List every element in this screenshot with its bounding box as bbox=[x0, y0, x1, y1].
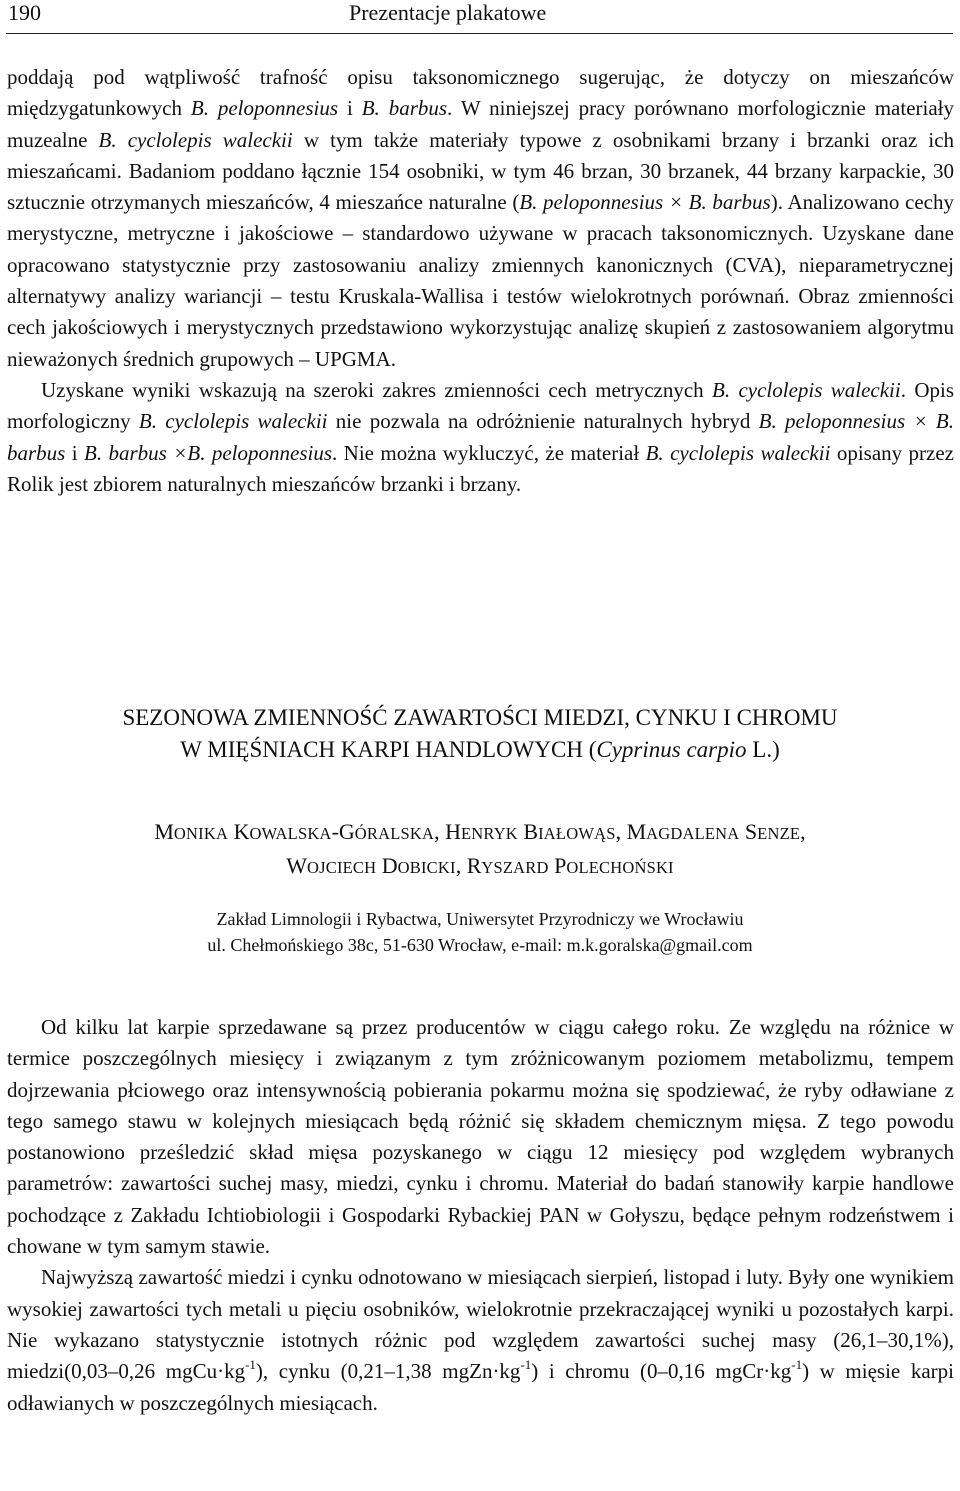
text-run: poddają pod wątpliwość trafność opisu taksonomicznego sugerując, że dotyczy on mieszańców międzygatunkowych bbox=[7, 65, 954, 121]
exponent: -1 bbox=[520, 1357, 532, 1373]
text-run: . Opis morfologiczny bbox=[7, 377, 954, 434]
section-title: Prezentacje plakatowe bbox=[349, 0, 547, 25]
author: WOJCIECH DOBICKI, bbox=[286, 853, 467, 878]
article-title bbox=[0, 702, 960, 766]
species-name: B. cyclolepis waleckii bbox=[98, 127, 293, 152]
text-run: w tym także materiały typowe z osobnikami brzany i brzanki oraz ich mieszańcami. Badaniom poddano łącznie 154 osobniki, w tym 46 brzan, 30 brzanek, 44 brzany karpackie, 30 sztucznie otrzymanych mieszańców, 4 mieszańce naturalne ( bbox=[7, 127, 955, 215]
title-line-2-end: L.) bbox=[746, 737, 780, 762]
previous-abstract-body bbox=[7, 62, 954, 500]
species-name: B. peloponnesius × B. barbus bbox=[519, 190, 771, 215]
author: MONIKA KOWALSKA-GÓRALSKA, bbox=[154, 819, 446, 844]
species-name: B. barbus bbox=[361, 96, 448, 121]
species-name: B. cyclolepis waleckii bbox=[138, 409, 328, 434]
text-run: Najwyższą zawartość miedzi i cynku odnotowano w miesiącach sierpień, listopad i luty. Były one wynikiem wysokiej zawartości tych metali u pięciu osobników, wielokrotnie przekraczającej wyniki u pozostałych karpi. Nie wykazano statystycznie istotnych różnic pod względem zawartości suchej masy (26,1–30,1%), miedzi(0,03–0,26 mgCu·kg bbox=[7, 1265, 954, 1384]
running-header bbox=[0, 0, 960, 36]
text-run: nie pozwala na odróżnienie naturalnych hybryd bbox=[327, 409, 759, 434]
title-line-1: SEZONOWA ZMIENNOŚĆ ZAWARTOŚCI MIEDZI, CYNKU I CHROMU bbox=[122, 705, 838, 730]
species-name: B. cyclolepis waleckii bbox=[712, 377, 901, 402]
species-name: B. peloponnesius × B. barbus bbox=[7, 409, 955, 465]
text-run: opisany przez Rolik jest zbiorem naturalnych mieszańców brzanki i brzany. bbox=[7, 440, 954, 496]
exponent: -1 bbox=[791, 1357, 803, 1373]
text-run: i bbox=[65, 440, 84, 465]
author: RYSZARD POLECHOŃSKI bbox=[466, 853, 674, 878]
paragraph-1: Od kilku lat karpie sprzedawane są przez producentów w ciągu całego roku. Ze względu na różnice w termice poszczególnych miesięcy i związanym z tym zróżnicowanym poziomem metabolizmu, tempem dojrzewania płciowego oraz intensywnością pobierania pokarmu można się spodziewać, że ryby odławiane z tego samego stawu w kolejnych miesiącach będą różnić się składem chemicznym mięsa. Z tego powodu postanowiono prześledzić skład mięsa pozyskanego w ciągu 12 miesięcy pod względem wybranych parametrów: zawartości suchej masy, miedzi, cynku i chromu. Materiał do badań stanowiły karpie handlowe pochodzące z Zakładu Ichtiobiologii i Gospodarki Rybackiej PAN w Gołyszu, będące pełnym rodzeństwem i chowane w tym samym stawie. bbox=[7, 1015, 954, 1259]
species-name: B. peloponnesius bbox=[190, 96, 339, 121]
text-run: ) w mięsie karpi odławianych w poszczególnych miesiącach. bbox=[7, 1359, 955, 1415]
header-rule bbox=[6, 33, 953, 34]
species-name: B. cyclolepis waleckii bbox=[645, 440, 831, 465]
text-run: ). Analizowano cechy merystyczne, metryczne i jakościowe – standardowo używane w pracach taksonomicznych. Uzyskane dane opracowano statystycznie przy zastosowaniu analizy zmiennych kanonicznych (CVA), nieparametrycznej alternatywy analizy wariancji – testu Kruskala-Wallisa i testów wielokrotnych porównań. Obraz zmienności cech jakościowych i merystycznych przedstawiono wykorzystując analizę skupień z zastosowaniem algorytmu nieważonych średnich grupowych – UPGMA. bbox=[7, 190, 955, 371]
affiliation-line-2: ul. Chełmońskiego 38c, 51-630 Wrocław, e-mail: m.k.goralska@gmail.com bbox=[207, 935, 753, 955]
text-run: . Nie można wykluczyć, że materiał bbox=[332, 440, 646, 465]
author-list bbox=[0, 816, 960, 884]
text-run: . W niniejszej pracy porównano morfologicznie materiały muzealne bbox=[7, 96, 955, 152]
text-run: ) i chromu (0–0,16 mgCr·kg bbox=[531, 1359, 792, 1384]
title-line-2: W MIĘŚNIACH KARPI HANDLOWYCH ( bbox=[180, 737, 597, 762]
text-run: ), cynku (0,21–1,38 mgZn·kg bbox=[255, 1359, 521, 1384]
author: HENRYK BIAŁOWĄS, bbox=[445, 819, 627, 844]
affiliation-line-1: Zakład Limnologii i Rybactwa, Uniwersytet Przyrodniczy we Wrocławiu bbox=[216, 909, 744, 929]
species-name: B. barbus ×B. peloponnesius bbox=[84, 440, 333, 465]
page-number: 190 bbox=[8, 0, 41, 25]
article-body bbox=[7, 1012, 954, 1419]
text-run: i bbox=[338, 96, 362, 121]
author: MAGDALENA SENZE, bbox=[626, 819, 806, 844]
affiliation bbox=[0, 906, 960, 958]
exponent: -1 bbox=[245, 1357, 256, 1373]
title-species: Cyprinus carpio bbox=[596, 737, 747, 762]
text-run: Uzyskane wyniki wskazują na szeroki zakres zmienności cech metrycznych bbox=[41, 377, 713, 402]
